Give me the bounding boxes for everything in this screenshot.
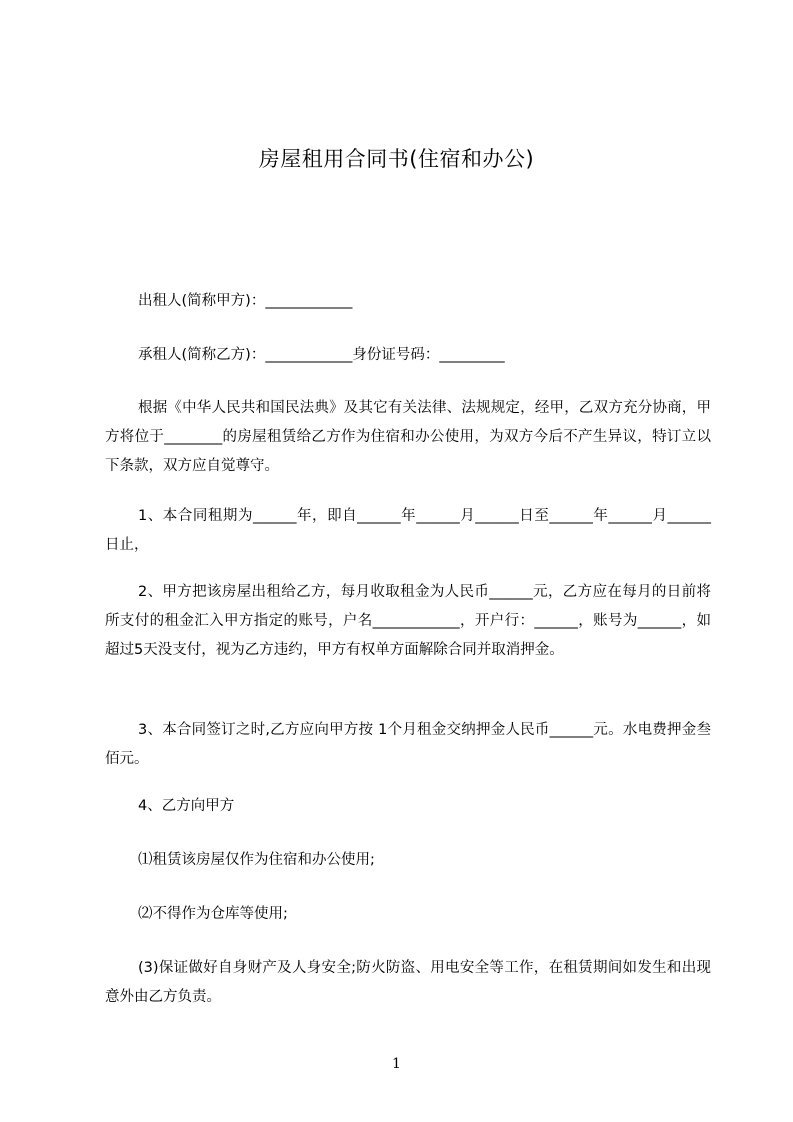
clause-2-paragraph: 2、甲方把该房屋出租给乙方，每月收取租金为人民币______元，乙方应在每月的日前将所支付的租金汇入甲方指定的账号，户名____________，开户行：______，账号为______，如超过5天没支付，视为乙方违约，甲方有权单方面解除合同并取消押金。 <box>105 584 711 658</box>
clause-4-item-1: ⑴租赁该房屋仅作为住宿和办公使用; <box>138 852 375 868</box>
clause-4-heading: 4、乙方向甲方 <box>138 798 235 814</box>
preamble-paragraph: 根据《中华人民共和国民法典》及其它有关法律、法规规定，经甲，乙双方充分协商，甲方将位于________的房屋租赁给乙方作为住宿和办公使用，为双方今后不产生异议，特订立以下条款，双方应自觉尊守。 <box>105 400 711 474</box>
page-number: 1 <box>392 1056 401 1072</box>
clause-3-paragraph: 3、本合同签订之时,乙方应向甲方按 1个月租金交纳押金人民币______元。水电费押金叁佰元。 <box>105 722 711 767</box>
lessor-line: 出租人(简称甲方)：____________ <box>138 293 353 309</box>
document-title: 房屋租用合同书(住宿和办公) <box>258 147 535 171</box>
lessee-line: 承租人(简称乙方)：____________身份证号码：_________ <box>138 347 505 363</box>
clause-1-paragraph: 1、本合同租期为______年，即自______年______月______日至______年______月______日止， <box>105 508 711 553</box>
clause-4-item-2: ⑵不得作为仓库等使用; <box>138 906 288 922</box>
clause-4-item-3: (3)保证做好自身财产及人身安全;防火防盗、用电安全等工作，在租赁期间如发生和出现意外由乙方负责。 <box>105 960 711 1005</box>
